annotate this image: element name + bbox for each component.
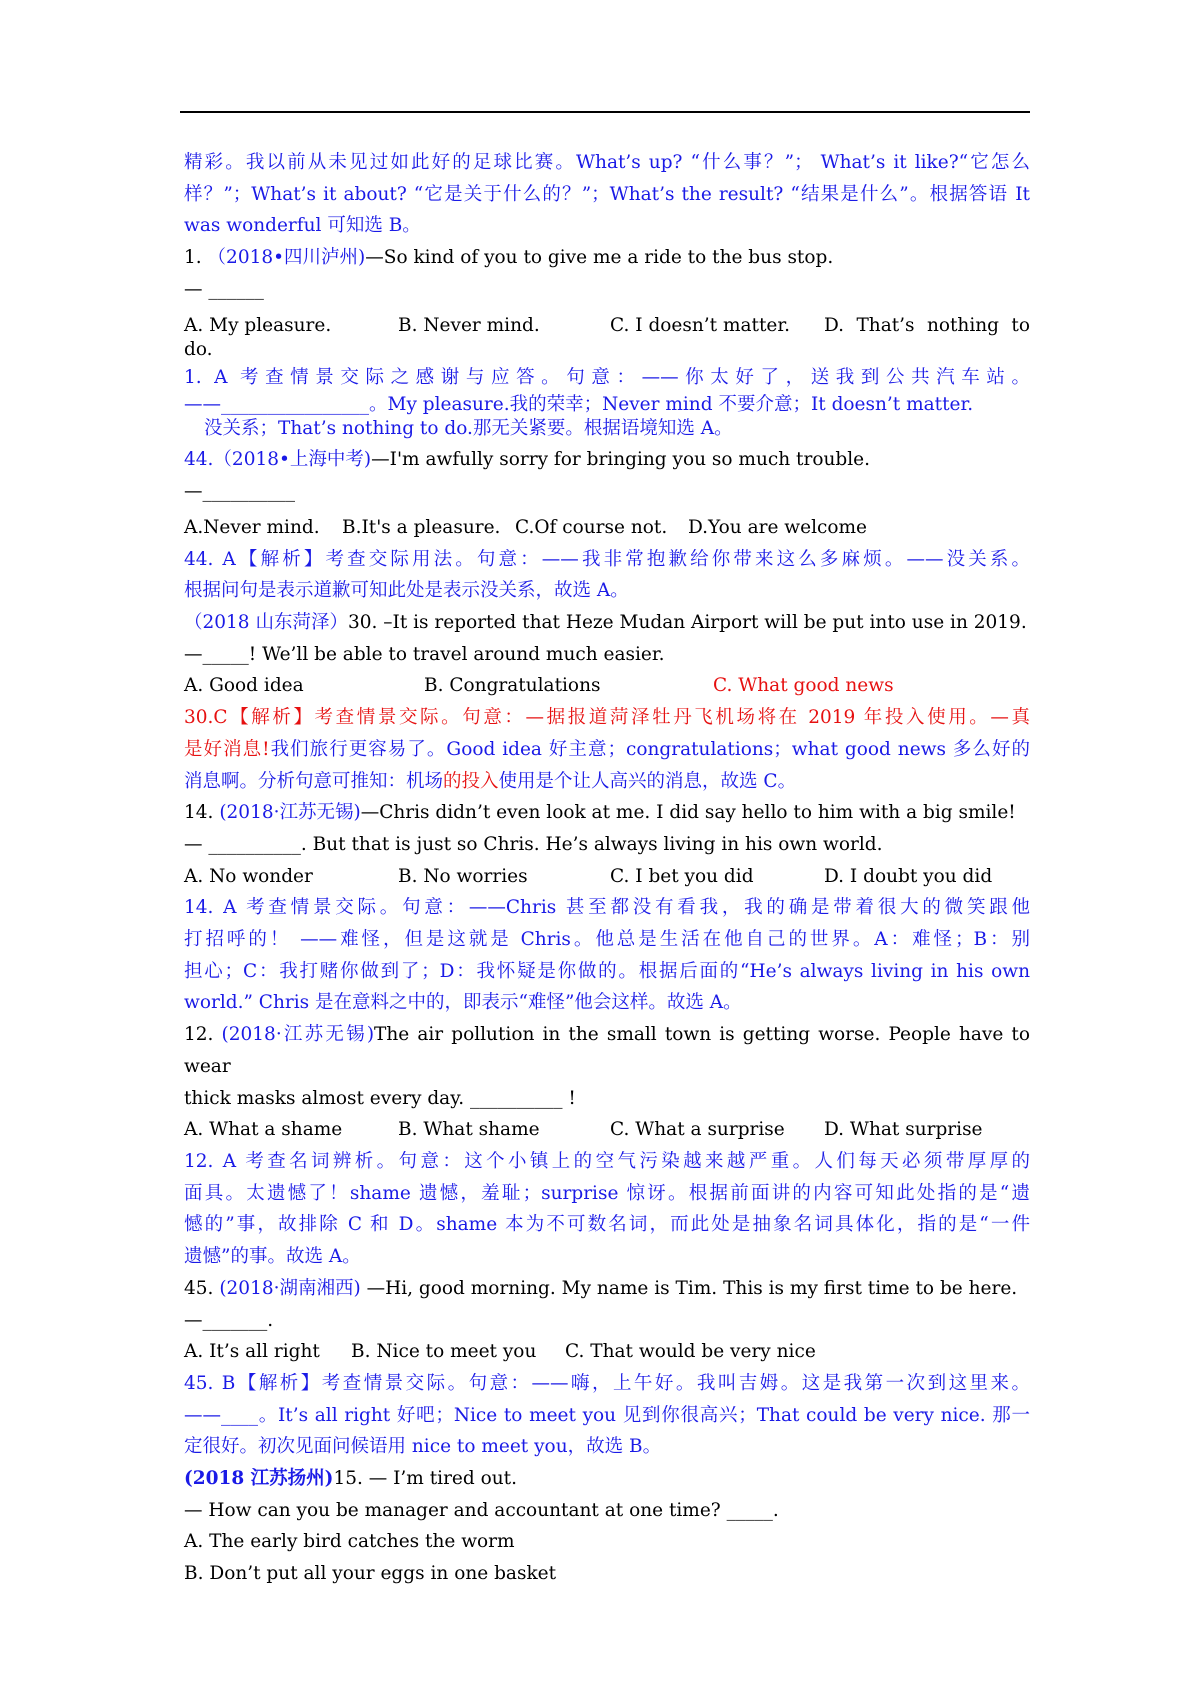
question-30-stem [184, 607, 1030, 639]
question-text: 15. — I’m tired out. [333, 1468, 517, 1490]
question-12-stem-cont: thick masks almost every day. __________ ! [184, 1087, 576, 1109]
question-number: 12. [184, 1024, 214, 1046]
document-body [184, 147, 1030, 1590]
option-b: B. What shame [398, 1119, 540, 1141]
question-1-options [184, 306, 1030, 338]
question-15-stem [184, 1463, 1030, 1495]
option-b: B. Congratulations [424, 675, 601, 697]
question-12-stem [184, 1019, 1030, 1082]
question-1-answer: ——________________。My pleasure.我的荣幸；Never mind 不要介意；It doesn’t matter. [184, 394, 974, 416]
question-14-answer: world.” Chris 是在意料之中的，即表示“难怪”他会这样。故选 A。 [184, 992, 742, 1014]
question-text: —I'm awfully sorry for bringing you so much trouble. [371, 449, 870, 471]
option-a: A. Good idea [184, 675, 304, 697]
answer-text: 精彩。我以前从未见过如此好的足球比赛。What’s up? “什么事？”； What’s it like?“它怎么 [184, 152, 1030, 173]
question-14-answer: 担心；C：我打赌你做到了；D：我怀疑是你做的。根据后面的“He’s always living in his own [184, 960, 1030, 982]
question-1-blank: — ______ [184, 278, 264, 300]
question-15-line2: — How can you be manager and accountant at one time? _____. [184, 1499, 779, 1521]
question-source: 44.（2018•上海中考) [184, 449, 372, 471]
question-45-answer: ——____。It’s all right 好吧；Nice to meet you 见到你很高兴；That could be very nice. 那一 [184, 1404, 1030, 1426]
question-text: —Hi, good morning. My name is Tim. This is my first time to be here. [360, 1277, 1018, 1299]
question-source: (2018·湖南湘西) [219, 1277, 361, 1299]
question-12-answer: 憾的”事，故排除 C 和 D。shame 本为不可数名词，而此处是抽象名词具体化，指的是“一件 [184, 1214, 1030, 1236]
option-a: A. It’s all right [184, 1341, 320, 1363]
answer-text: was wonderful 可知选 B。 [184, 215, 421, 237]
answer-text: 消息啊。分析句意可推知：机场 [184, 770, 444, 792]
question-source: （2018•四川泸州) [207, 247, 366, 269]
question-45-answer: 定很好。初次见面问候语用 nice to meet you，故选 B。 [184, 1436, 662, 1458]
question-12-answer: 面具。太遗憾了！shame 遗憾，羞耻；surprise 惊讶。根据前面讲的内容可知此处指的是“遗 [184, 1182, 1030, 1204]
question-source: (2018 江苏扬州) [184, 1468, 334, 1490]
question-45-answer: 45. B【解析】考查情景交际。句意：——嗨，上午好。我叫吉姆。这是我第一次到这里来。 [184, 1372, 1030, 1394]
option-b: B. Don’t put all your eggs in one basket [184, 1563, 557, 1585]
option-d: D. I doubt you did [824, 865, 993, 887]
option-d: D.You are welcome [688, 516, 867, 538]
question-45-options [184, 1336, 1030, 1368]
question-44-stem [184, 444, 1030, 476]
question-source: (2018·江苏无锡) [219, 802, 361, 824]
question-30-answer [184, 766, 1030, 798]
question-14-options [184, 861, 1030, 893]
option-c: C. That would be very nice [565, 1341, 816, 1363]
question-number: 14. [184, 802, 214, 824]
option-a: A. What a shame [184, 1119, 343, 1141]
question-text: 30. –It is reported that Heze Mudan Airport will be put into use in 2019. [347, 612, 1027, 634]
question-1-stem [184, 242, 1030, 274]
question-number: 1. [184, 247, 202, 269]
option-c: C. I bet you did [610, 865, 754, 887]
answer-highlight: 的投入 [443, 770, 499, 792]
option-a: A.Never mind. [184, 516, 320, 538]
answer-text: 我们旅行更容易了。Good idea 好主意；congratulations；what good news 多么好的 [269, 738, 1031, 760]
question-44-answer: 44. A【解析】考查交际用法。句意：——我非常抱歉给你带来这么多麻烦。——没关系。 [184, 548, 1030, 570]
option-c: C. What good news [713, 675, 894, 697]
question-12-options [184, 1114, 1030, 1146]
option-c: C. What a surprise [610, 1119, 785, 1141]
answer-text: 使用是个让人高兴的消息，故选 C。 [498, 770, 797, 792]
answer-highlight: 是好消息! [184, 738, 270, 760]
option-b: B.It's a pleasure. [342, 516, 501, 538]
option-a: A. No wonder [184, 865, 313, 887]
option-c: C. I doesn’t matter. [610, 314, 791, 336]
question-44-blank: —__________ [184, 480, 295, 502]
option-d: D. What surprise [824, 1119, 983, 1141]
question-44-options [184, 508, 1030, 544]
question-45-stem [184, 1273, 1030, 1305]
question-44-answer: 根据问句是表示道歉可知此处是表示没关系，故选 A。 [184, 580, 629, 602]
option-b: B. No worries [398, 865, 528, 887]
option-d-wrap: do. [184, 338, 213, 360]
question-30-blank: —_____! We’ll be able to travel around much easier. [184, 643, 665, 665]
question-text: The air pollution in the small town is getting worse. People have to wear [184, 1024, 1030, 1077]
question-source: (2018·江苏无锡) [221, 1024, 375, 1046]
question-30-answer [184, 702, 1030, 734]
question-14-blank: — __________. But that is just so Chris. He’s always living in his own world. [184, 833, 883, 855]
question-30-answer [184, 734, 1030, 766]
question-12-answer: 12. A 考查名词辨析。句意：这个小镇上的空气污染越来越严重。人们每天必须带厚厚的 [184, 1150, 1030, 1172]
option-a: A. The early bird catches the worm [184, 1531, 515, 1553]
answer-highlight: 真 [1008, 707, 1030, 729]
question-30-options [184, 670, 1030, 702]
question-14-answer: 14. A 考查情景交际。句意：——Chris 甚至都没有看我，我的确是带着很大的微笑跟他 [184, 897, 1030, 919]
option-b: B. Nice to meet you [351, 1341, 537, 1363]
question-1-answer: 没关系；That’s nothing to do.那无关紧要。根据语境知选 A。 [204, 418, 733, 440]
question-text: —So kind of you to give me a ride to the bus stop. [365, 247, 834, 269]
question-text: —Chris didn’t even look at me. I did say hello to him with a big smile! [360, 802, 1016, 824]
option-a: A. My pleasure. [184, 314, 332, 336]
header-rule [180, 111, 1030, 113]
question-14-stem [184, 797, 1030, 829]
question-1-answer: 1. A 考查情景交际之感谢与应答。句意：——你太好了，送我到公共汽车站。 [184, 366, 1030, 388]
answer-text: 样？”；What’s it about? “它是关于什么的？”；What’s the result? “结果是什么”。根据答语 It [184, 183, 1030, 205]
answer-text: 30.C【解析】考查情景交际。句意：—据报道菏泽牡丹飞机场将在 2019 年投入使用。— [184, 707, 1009, 729]
question-number: 45. [184, 1277, 214, 1299]
option-c: C.Of course not. [515, 516, 668, 538]
question-45-blank: —_______. [184, 1309, 274, 1331]
question-source: （2018 山东菏泽） [184, 612, 348, 634]
option-b: B. Never mind. [398, 314, 540, 336]
question-12-answer: 遗憾”的事。故选 A。 [184, 1246, 361, 1268]
question-14-answer: 打招呼的！ ——难怪，但是这就是 Chris。他总是生活在他自己的世界。A：难怪；B：别 [184, 929, 1030, 951]
option-d: D. That’s nothing to [824, 314, 1030, 336]
